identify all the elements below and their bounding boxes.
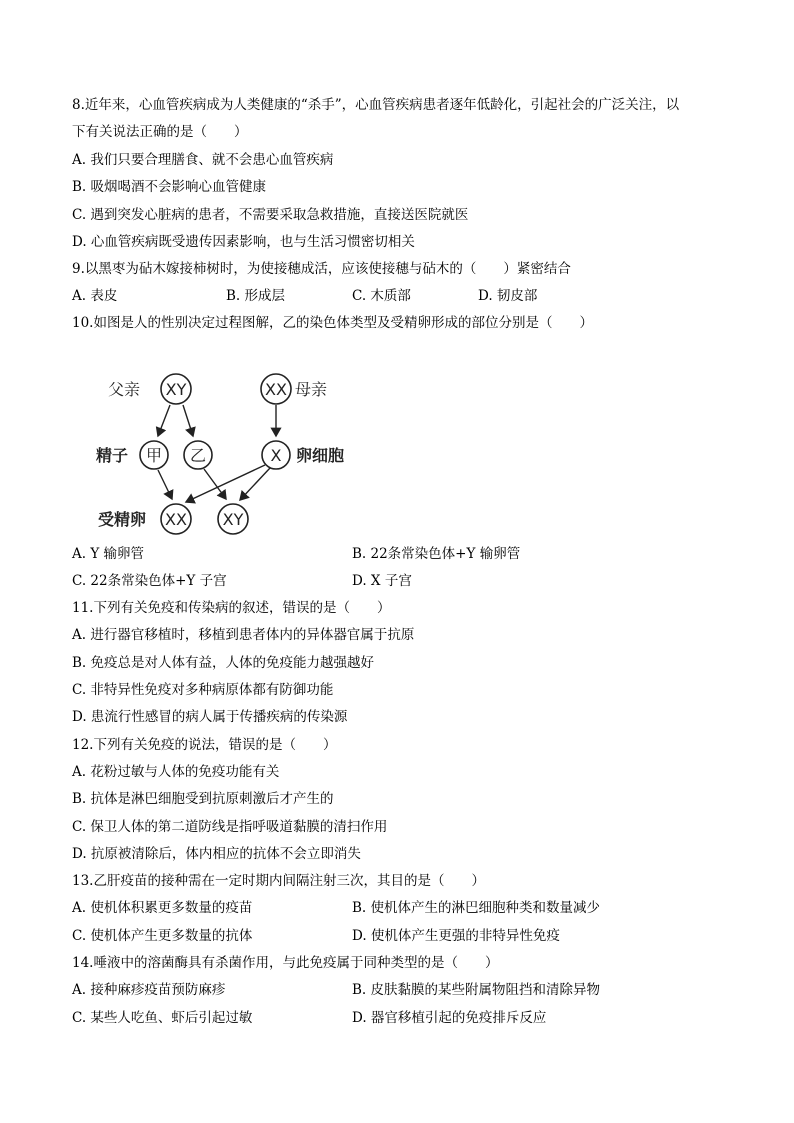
q9-stem: 9.以黑枣为砧木嫁接柿树时，为使接穗成活，应该使接穗与砧木的（ ）紧密结合 xyxy=(72,261,571,277)
q14-option-d: D. 器官移植引起的免疫排斥反应 xyxy=(352,1010,547,1026)
zygote-xx: XX xyxy=(165,510,187,529)
q8-stem-line2: 下有关说法正确的是（ ） xyxy=(72,124,248,140)
q9-option-c: C. 木质部 xyxy=(352,288,411,304)
sperm-jia: 甲 xyxy=(145,446,163,465)
q11-option-c: C. 非特异性免疫对多种病原体都有防御功能 xyxy=(72,682,334,698)
egg-label: 卵细胞 xyxy=(296,446,345,465)
zygote-label: 受精卵 xyxy=(98,510,147,529)
father-label: 父亲 xyxy=(108,380,141,399)
arrow-jia-to-xx xyxy=(158,470,172,499)
q11-option-a: A. 进行器官移植时，移植到患者体内的异体器官属于抗原 xyxy=(72,627,415,643)
q11-option-b: B. 免疫总是对人体有益，人体的免疫能力越强越好 xyxy=(72,655,375,671)
q14-stem: 14.唾液中的溶菌酶具有杀菌作用，与此免疫属于同种类型的是（ ） xyxy=(72,955,499,971)
egg-chromosome: X xyxy=(270,446,282,465)
zygote-xy: XY xyxy=(222,510,244,529)
arrow-egg-to-xy xyxy=(240,468,270,500)
q14-option-c: C. 某些人吃鱼、虾后引起过敏 xyxy=(72,1010,253,1026)
q14-option-b: B. 皮肤黏膜的某些附属物阻挡和清除异物 xyxy=(352,982,601,998)
q12-option-d: D. 抗原被清除后，体内相应的抗体不会立即消失 xyxy=(72,846,361,862)
q8-stem-line1: 8.近年来，心血管疾病成为人类健康的“杀手”，心血管疾病患者逐年低龄化，引起社会的广泛关注，以 xyxy=(72,97,680,113)
arrow-father-to-yi xyxy=(183,405,193,436)
q11-stem: 11.下列有关免疫和传染病的叙述，错误的是（ ） xyxy=(72,600,391,616)
q8-option-d: D. 心血管疾病既受遗传因素影响，也与生活习惯密切相关 xyxy=(72,234,415,250)
q12-option-a: A. 花粉过敏与人体的免疫功能有关 xyxy=(72,764,280,780)
q13-option-d: D. 使机体产生更强的非特异性免疫 xyxy=(352,928,560,944)
father-chromosome: XY xyxy=(165,380,187,399)
arrow-egg-to-xx xyxy=(186,465,265,502)
mother-label: 母亲 xyxy=(295,380,328,399)
q10-option-c: C. 22条常染色体+Y 子宫 xyxy=(72,573,227,589)
q10-stem: 10.如图是人的性别决定过程图解，乙的染色体类型及受精卵形成的部位分别是（ ） xyxy=(72,315,593,331)
q8-option-b: B. 吸烟喝酒不会影响心血管健康 xyxy=(72,179,267,195)
q12-option-b: B. 抗体是淋巴细胞受到抗原刺激后才产生的 xyxy=(72,791,334,807)
sperm-yi: 乙 xyxy=(189,446,207,465)
mother-chromosome: XX xyxy=(265,380,287,399)
q9-option-a: A. 表皮 xyxy=(72,288,118,304)
arrow-yi-to-xy xyxy=(204,469,226,499)
q10-option-d: D. X 子宫 xyxy=(352,573,412,589)
q12-stem: 12.下列有关免疫的说法，错误的是（ ） xyxy=(72,737,337,753)
q13-option-b: B. 使机体产生的淋巴细胞种类和数量减少 xyxy=(352,900,601,916)
q8-option-c: C. 遇到突发心脏病的患者，不需要采取急救措施，直接送医院就医 xyxy=(72,207,469,223)
q13-stem: 13.乙肝疫苗的接种需在一定时期内间隔注射三次，其目的是（ ） xyxy=(72,873,485,889)
q13-option-c: C. 使机体产生更多数量的抗体 xyxy=(72,928,253,944)
q9-option-b: B. 形成层 xyxy=(226,288,286,304)
q14-option-a: A. 接种麻疹疫苗预防麻疹 xyxy=(72,982,226,998)
q13-option-a: A. 使机体积累更多数量的疫苗 xyxy=(72,900,253,916)
q10-option-a: A. Y 输卵管 xyxy=(72,546,145,562)
q9-option-d: D. 韧皮部 xyxy=(478,288,538,304)
sperm-label: 精子 xyxy=(96,446,129,465)
q11-option-d: D. 患流行性感冒的病人属于传播疾病的传染源 xyxy=(72,709,348,725)
q12-option-c: C. 保卫人体的第二道防线是指呼吸道黏膜的清扫作用 xyxy=(72,819,388,835)
arrow-father-to-jia xyxy=(158,405,170,436)
q10-option-b: B. 22条常染色体+Y 输卵管 xyxy=(352,546,521,562)
q8-option-a: A. 我们只要合理膳食、就不会患心血管疾病 xyxy=(72,152,334,168)
sex-determination-diagram xyxy=(90,362,380,540)
